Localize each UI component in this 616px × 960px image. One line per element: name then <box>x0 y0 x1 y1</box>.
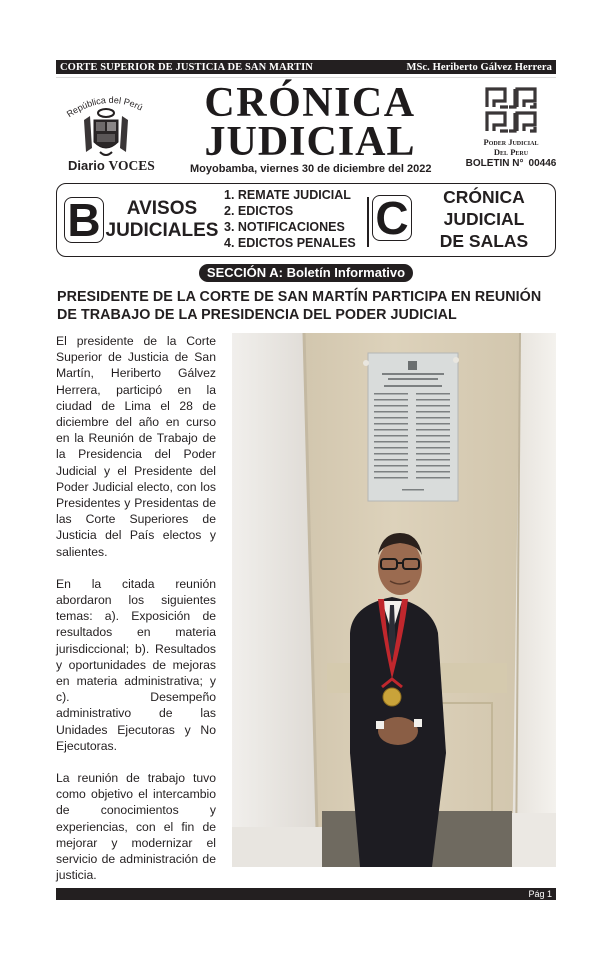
section-c-letter: C <box>372 195 412 241</box>
section-b-items <box>224 187 356 251</box>
article-paragraph: La reunión de trabajo tuvo como objetivo el intercambio de conocimientos y experiencias, con el fin de mejorar y modernizar el servicio de administración de justicia. <box>56 771 216 883</box>
page-number: Pág 1 <box>528 889 552 899</box>
dateline: Moyobamba, viernes 30 de diciembre del 2022 <box>190 163 432 175</box>
poder-judicial-logo-icon <box>484 86 538 134</box>
coat-of-arms-icon <box>80 108 132 158</box>
section-c-title: CRÓNICA JUDICIAL DE SALAS <box>439 187 529 251</box>
header-divider <box>56 77 556 78</box>
masthead-title-line1: CRÓNICA <box>204 80 416 126</box>
section-b-letter: B <box>64 197 104 243</box>
section-b-item: 4. EDICTOS PENALES <box>224 236 356 250</box>
article-photo <box>232 333 556 867</box>
svg-text:República del Perú: República del Perú <box>64 94 145 120</box>
boletin-number: BOLETIN N° 00446 <box>465 158 557 169</box>
masthead-title-line2: JUDICIAL <box>204 119 416 165</box>
poder-judicial-name: Poder Judicial Del Peru <box>483 137 539 157</box>
section-b-item: 3. NOTIFICACIONES <box>224 220 345 234</box>
article-headline: PRESIDENTE DE LA CORTE DE SAN MARTÍN PARTICIPA EN REUNIÓN DE TRABAJO DE LA PRESIDENCIA DEL PODER JUDICIAL <box>57 289 542 323</box>
section-a-label: SECCIÓN A: Boletín Informativo <box>199 264 413 282</box>
masthead <box>190 80 432 175</box>
article-body <box>56 333 216 900</box>
sections-index <box>56 183 556 257</box>
section-divider <box>367 197 369 247</box>
poder-judicial-logo <box>456 86 566 176</box>
diario-voces-logo <box>58 86 178 174</box>
article-paragraph: En la citada reunión abordaron los siguientes temas: a). Exposición de resultados en materia jurisdiccional; b). Resultados y oportunidades de mejoras en materia administrativa; y c). Desempeño administrativo de las Unidades Ejecutoras y No Ejecutoras. <box>56 576 216 753</box>
footer-bar <box>56 888 556 900</box>
diario-voces-label: Diario VOCES <box>68 158 155 173</box>
section-b-title: AVISOS JUDICIALES <box>105 198 219 241</box>
president-name: MSc. Heriberto Gálvez Herrera <box>406 61 552 73</box>
section-b-item: 2. EDICTOS <box>224 204 294 218</box>
photo-image <box>232 333 556 867</box>
header-bar <box>56 60 556 74</box>
section-b-item: 1. REMATE JUDICIAL <box>224 188 351 202</box>
article-paragraph: El presidente de la Corte Superior de Justicia de San Martín, Heriberto Gálvez Herrera, participó en la ciudad de Lima el 28 de diciembre del año en curso en la Reunión de Trabajo de la Presidencia del Poder Judicial y el Presidente del Poder Judicial electo, con los Presidentes y Presidentas de las Corte Superiores de Justicia del País electos y salientes. <box>56 334 216 559</box>
court-name: CORTE SUPERIOR DE JUSTICIA DE SAN MARTIN <box>60 61 313 73</box>
